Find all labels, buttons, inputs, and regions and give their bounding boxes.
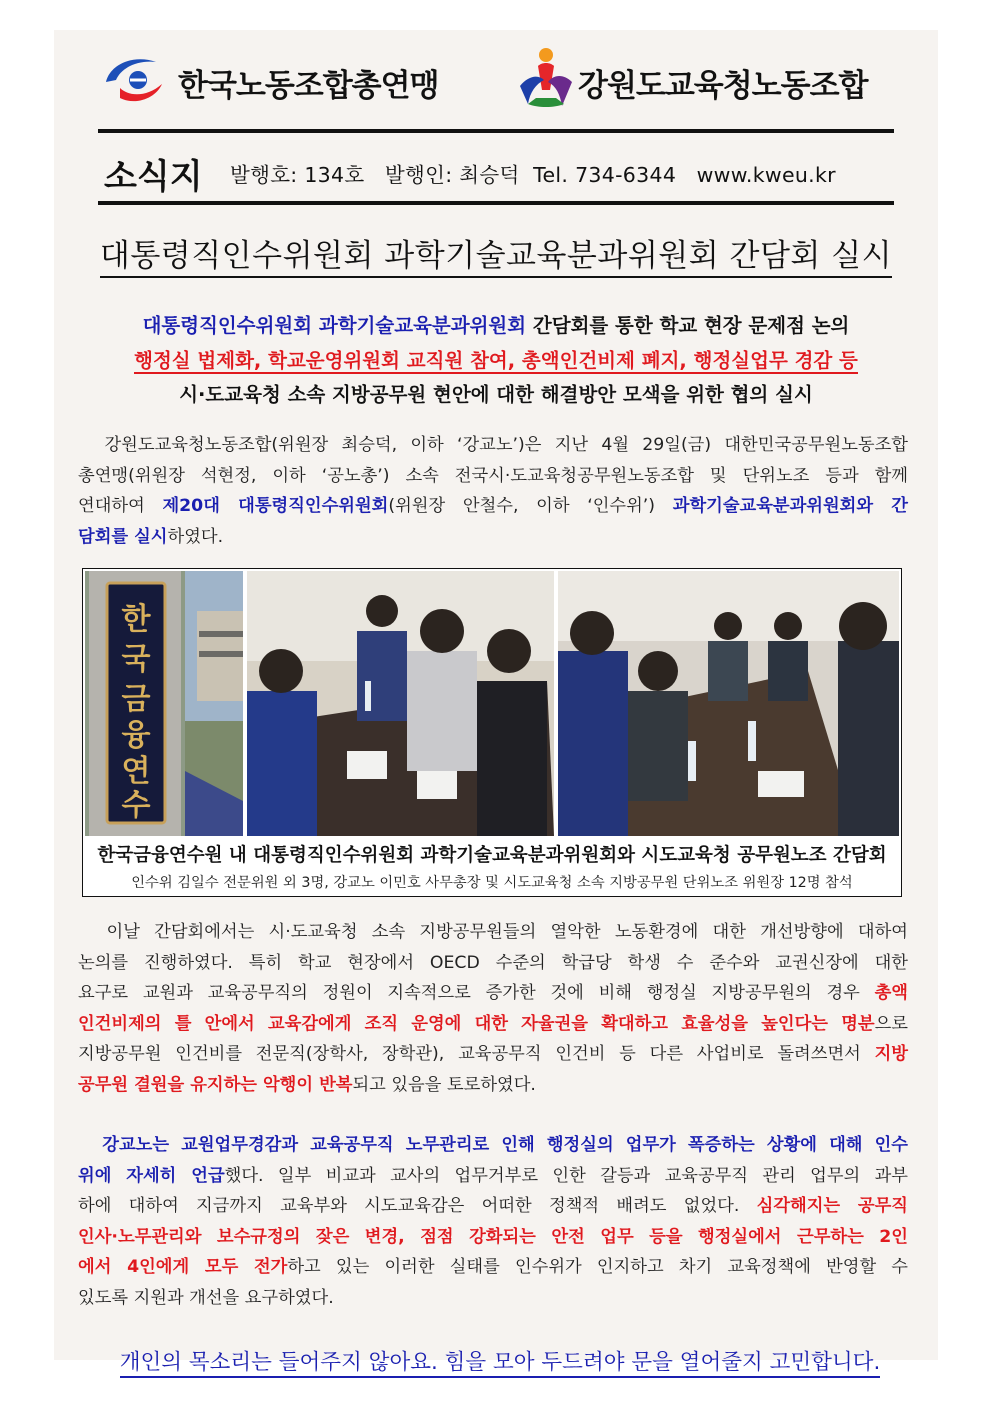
svg-text:국: 국 <box>121 642 151 677</box>
closing-message: 개인의 목소리는 들어주지 않아요. 힘을 모아 두드려야 문을 열어줄지 고민합니다. <box>60 1345 940 1376</box>
paragraph-demands: 강교노는 교원업무경감과 교육공무직 노무관리로 인해 행정실의 업무가 폭증하는 상황에 대해 인수 위에 자세히 언급했다. 일부 비교과 교사의 업무거부로 인한 갈등과 교육공무직 관리 업무의 과부 하에 대하여 지금까지 교육부와 시도교육감은 어떠한 정책적 배려도 없었다. 심각해지는 공무직 인사·노무관리와 보수규정의 잦은 변경, 점점 강화되는 안전 업무 등을 행정실에서 근무하는 2인 에서 4인에게 모두 전가하고 있는 이러한 실태를 인수위가 인지하고 차기 교육정책에 반영할 수 있도록 지원과 개선을 요구하였다. <box>78 1135 909 1308</box>
masthead-rule-bottom <box>98 201 894 205</box>
photo-meeting-2 <box>558 571 899 836</box>
svg-text:연: 연 <box>121 754 151 789</box>
svg-text:한: 한 <box>121 602 151 637</box>
paragraph-intro: 강원도교육청노동조합(위원장 최승덕, 이하 ‘강교노’)은 지난 4월 29일(금) 대한민국공무원노동조합 총연맹(위원장 석현정, 이하 ‘공노총’) 소속 전국시·도교육청공무원노동조합 및 단위노조 등과 함께 연대하여 제20대 대통령직인수위원회(위원장 안철수, 이하 ‘인수위’) 과학기술교육분과위원회와 간 담회를 실시하였다. <box>78 435 908 547</box>
photo-sign <box>85 571 243 836</box>
headline: 대통령직인수위원회 과학기술교육분과위원회 간담회 실시 <box>60 230 932 275</box>
fktu-logo <box>100 52 439 108</box>
photo-subcaption: 인수위 김일수 전문위원 외 3명, 강교노 이민호 사무총장 및 시도교육청 소속 지방공무원 단위노조 위원장 12명 참석 <box>131 875 853 891</box>
masthead <box>98 143 894 195</box>
kweu-logo <box>516 46 896 112</box>
kweu-emblem-icon <box>516 46 576 112</box>
svg-text:수: 수 <box>121 788 151 823</box>
paragraph-discussion: 이날 간담회에서는 시·도교육청 소속 지방공무원들의 열악한 노동환경에 대한 개선방향에 대하여 논의를 진행하였다. 특히 학교 현장에서 OECD 수준의 학급당 학생 수 준수와 교권신장에 대한 요구로 교원과 교육공무직의 정원이 지속적으로 증가한 것에 비해 행정실 지방공무원의 경우 총액 인건비제의 틀 안에서 교육감에게 조직 운영에 대한 자율권을 확대하고 효율성을 높인다는 명분으로 지방공무원 인건비를 전문직(장학사, 장학관), 교육공무직 인건비 등 다른 사업비로 돌려쓰면서 지방 공무원 결원을 유지하는 악행이 반복되고 있음을 토로하였다. <box>78 922 908 1095</box>
svg-text:융: 융 <box>121 718 151 753</box>
fktu-name: 한국노동조합총연맹 <box>178 68 439 104</box>
subhead-3: 시·도교육청 소속 지방공무원 현안에 대한 해결방안 모색을 위한 협의 실시 <box>179 383 813 406</box>
photo-meeting-1 <box>247 571 554 836</box>
kweu-name: 강원도교육청노동조합 <box>578 68 868 104</box>
subhead-1: 대통령직인수위원회 과학기술교육분과위원회 간담회를 통한 학교 현장 문제점 논의 <box>142 314 850 337</box>
svg-text:금: 금 <box>121 682 151 717</box>
subhead-2: 행정실 법제화, 학교운영위원회 교직원 참여, 총액인건비제 폐지, 행정실업무 경감 등 <box>134 349 858 372</box>
photo-caption: 한국금융연수원 내 대통령직인수위원회 과학기술교육분과위원회와 시도교육청 공무원노조 간담회 <box>97 845 887 866</box>
masthead-rule-top <box>98 129 894 133</box>
photo-panel <box>82 568 902 897</box>
newsletter-title: 소식지 <box>104 157 203 197</box>
issue-info: 발행호: 134호 발행인: 최승덕 Tel. 734-6344 www.kweu.kr <box>230 163 836 187</box>
fktu-emblem-icon <box>100 52 172 108</box>
